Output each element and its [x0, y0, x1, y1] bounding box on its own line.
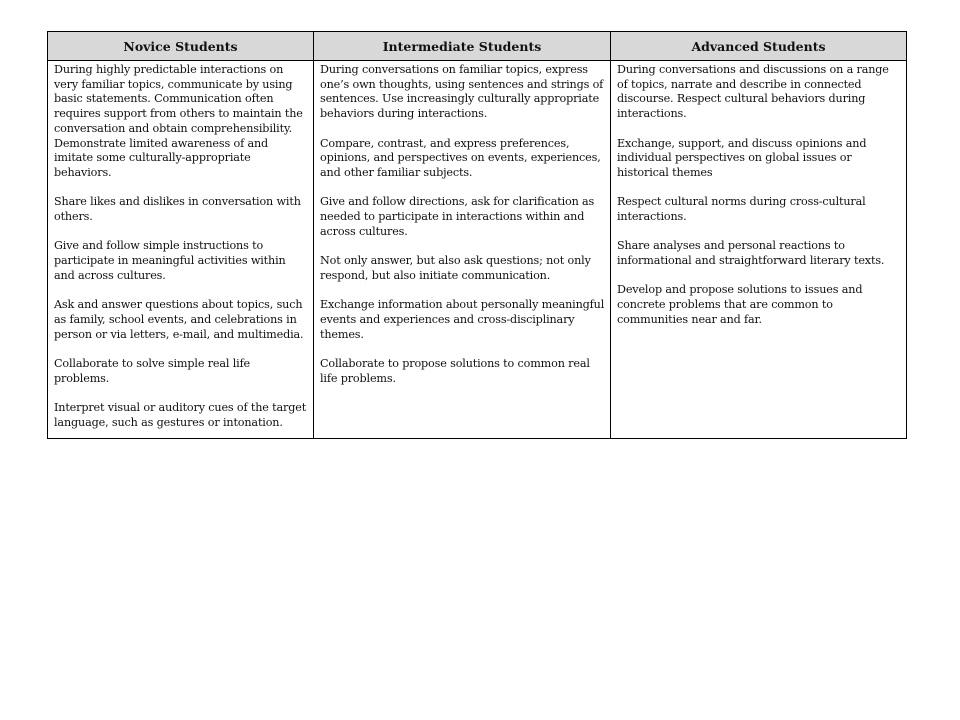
header-advanced: Advanced Students — [611, 32, 907, 61]
header-intermediate: Intermediate Students — [314, 32, 611, 61]
intermediate-paragraph: Give and follow directions, ask for clarification as needed to participate in interactions within and across cultures. — [320, 195, 595, 238]
body-row — [48, 61, 907, 439]
novice-paragraph: During highly predictable interactions on very familiar topics, communicate by using basic statements. Communication often requires support from others to maintain the conversation and obtain comprehensibility. Demonstrate limited awareness of and imitate some culturally-appropriate behaviors. — [54, 63, 303, 179]
header-row — [48, 32, 907, 61]
intermediate-paragraph: Exchange information about personally meaningful events and experiences and cross-disciplinary themes. — [320, 298, 605, 341]
advanced-paragraph: Respect cultural norms during cross-cultural interactions. — [617, 195, 866, 223]
intermediate-paragraph: Compare, contrast, and express preferences, opinions, and perspectives on events, experiences, and other familiar subjects. — [320, 136, 601, 179]
intermediate-paragraph: During conversations on familiar topics, express one’s own thoughts, using sentences and strings of sentences. Use increasingly culturally appropriate behaviors during interactions. — [320, 63, 604, 121]
advanced-paragraph: Develop and propose solutions to issues and concrete problems that are common to communities near and far. — [617, 283, 863, 326]
novice-paragraph: Share likes and dislikes in conversation with others. — [54, 195, 301, 224]
novice-paragraph: Interpret visual or auditory cues of the target language, such as gestures or intonation. — [54, 401, 307, 429]
novice-paragraph: Ask and answer questions about topics, such as family, school events, and celebrations in person or via letters, e-mail, and multimedia. — [54, 298, 304, 341]
intermediate-paragraph: Not only answer, but also ask questions; not only respond, but also initiate communication. — [320, 254, 591, 282]
standards-table — [47, 31, 907, 439]
intermediate-paragraph: Collaborate to propose solutions to common real life problems. — [320, 356, 590, 385]
header-novice: Novice Students — [48, 32, 314, 61]
advanced-cell — [611, 61, 907, 439]
intermediate-cell — [314, 61, 611, 439]
advanced-paragraph: Share analyses and personal reactions to informational and straightforward literary texts. — [617, 239, 885, 268]
advanced-paragraph: During conversations and discussions on a range of topics, narrate and describe in connected discourse. Respect cultural behaviors during interactions. — [617, 63, 889, 121]
novice-paragraph: Give and follow simple instructions to participate in meaningful activities within and across cultures. — [54, 239, 286, 282]
novice-paragraph: Collaborate to solve simple real life problems. — [54, 357, 251, 385]
novice-cell — [48, 61, 314, 439]
advanced-paragraph: Exchange, support, and discuss opinions and individual perspectives on global issues or historical themes — [617, 136, 867, 179]
